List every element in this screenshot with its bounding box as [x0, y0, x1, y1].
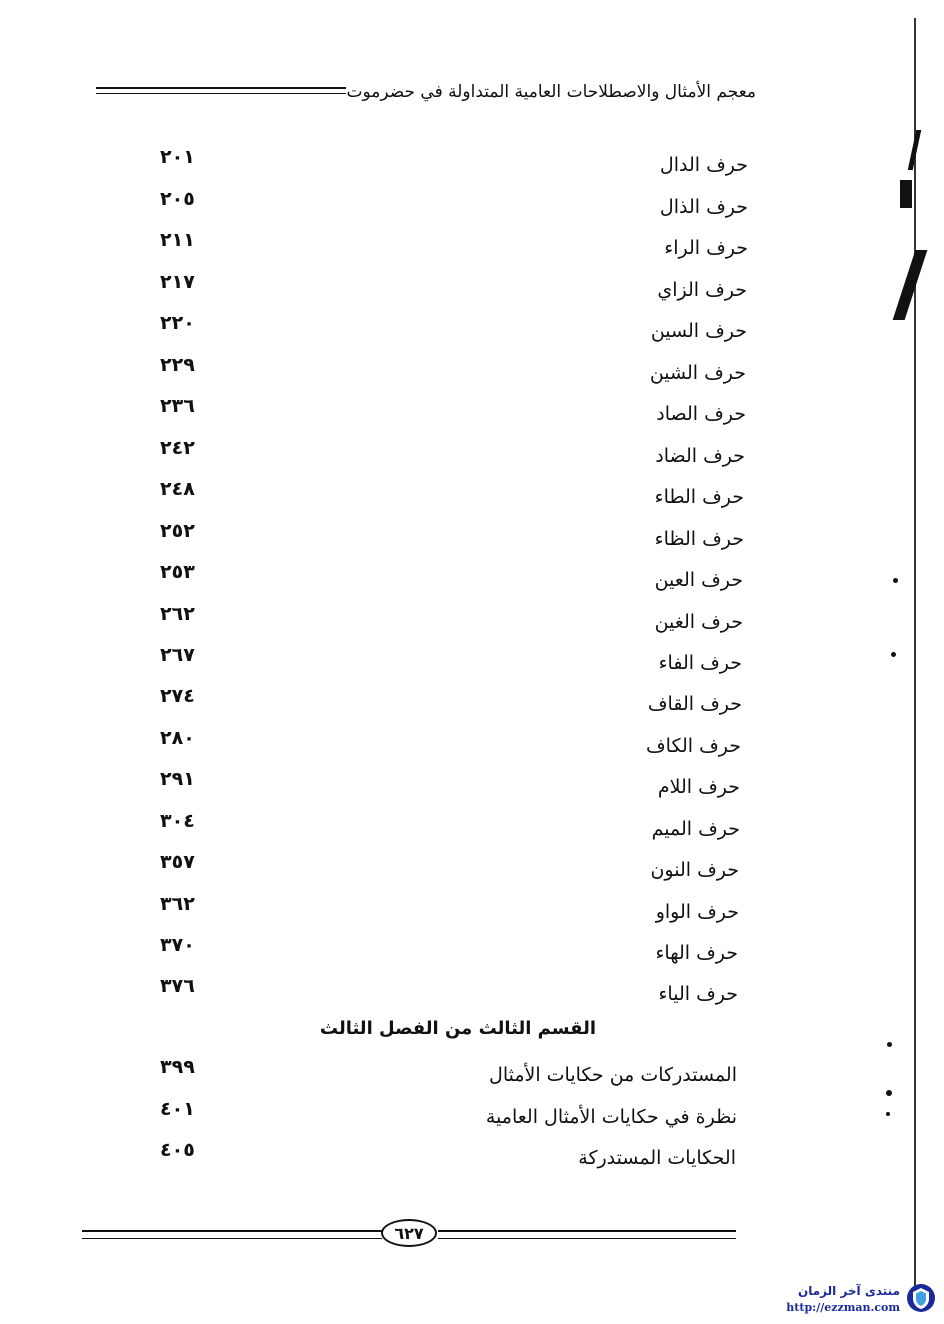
toc-entry-label: حرف القاف	[647, 693, 742, 715]
toc-entry-label: حرف الزاي	[657, 279, 747, 301]
toc-entry-label: حرف اللام	[657, 776, 740, 798]
toc-entry-page: ٣٧٦	[160, 975, 195, 997]
running-header-title: معجم الأمثال والاصطلاحات العامية المتداولة في حضرموت	[346, 82, 756, 102]
toc-entry-page: ٢٥٣	[160, 561, 195, 583]
toc-entry-label: حرف الغين	[654, 611, 743, 633]
toc-entry-page: ٢٤٨	[160, 478, 195, 500]
toc-entry-page: ٢٤٢	[160, 437, 195, 459]
margin-ink-mark	[900, 180, 912, 208]
toc-entry-label: حرف النون	[650, 859, 739, 881]
toc-row	[0, 229, 944, 277]
toc-entry-label: الحكايات المستدركة	[578, 1147, 736, 1169]
toc-row	[0, 395, 944, 443]
toc-entry-page: ٢١١	[160, 229, 195, 251]
footer-rule-right	[438, 1230, 736, 1239]
toc-entry-label: حرف الميم	[651, 818, 740, 840]
toc-entry-label: حرف الشين	[649, 362, 746, 384]
section-heading: القسم الثالث من الفصل الثالث	[319, 1018, 596, 1039]
toc-entry-label: حرف الذال	[659, 196, 748, 218]
toc-row	[0, 727, 944, 775]
toc-entry-label: حرف الهاء	[655, 942, 738, 964]
toc-entry-label: حرف الواو	[655, 901, 739, 923]
toc-entry-label: حرف الكاف	[645, 735, 741, 757]
toc-row	[0, 893, 944, 941]
toc-row	[0, 312, 944, 360]
toc-entry-label: حرف الضاد	[655, 445, 745, 467]
toc-row	[0, 271, 944, 319]
toc-entry-label: حرف السين	[650, 320, 747, 342]
toc-row	[0, 1098, 944, 1146]
toc-entry-label: المستدركات من حكايات الأمثال	[489, 1064, 737, 1086]
toc-row	[0, 478, 944, 526]
margin-ink-dot	[886, 1112, 890, 1116]
toc-entry-page: ٢١٧	[160, 271, 195, 293]
toc-entry-label: حرف الفاء	[658, 652, 742, 674]
page-number-badge: ٦٢٧	[381, 1219, 437, 1247]
toc-row	[0, 1139, 944, 1187]
toc-entry-page: ٣٩٩	[160, 1056, 195, 1078]
margin-ink-dot	[887, 1042, 892, 1047]
toc-entry-page: ٢٢٠	[160, 312, 195, 334]
page-edge-line	[914, 18, 916, 1288]
toc-entry-label: حرف الراء	[664, 237, 748, 259]
toc-row	[0, 354, 944, 402]
toc-row	[0, 603, 944, 651]
toc-entry-page: ٣٦٢	[160, 893, 195, 915]
toc-row	[0, 934, 944, 982]
toc-entry-page: ٣٥٧	[160, 851, 195, 873]
toc-entry-page: ٢٠١	[160, 146, 195, 168]
toc-row	[0, 810, 944, 858]
toc-row	[0, 1056, 944, 1104]
toc-entry-page: ٣٠٤	[160, 810, 195, 832]
toc-entry-page: ٢٦٢	[160, 603, 195, 625]
toc-row	[0, 644, 944, 692]
toc-row	[0, 188, 944, 236]
toc-row	[0, 520, 944, 568]
toc-entry-label: نظرة في حكايات الأمثال العامية	[485, 1106, 737, 1128]
toc-row	[0, 437, 944, 485]
toc-entry-page: ٢٣٦	[160, 395, 195, 417]
shield-logo-icon	[906, 1282, 936, 1314]
toc-entry-page: ٢٥٢	[160, 520, 195, 542]
toc-row	[0, 146, 944, 194]
toc-entry-label: حرف الدال	[659, 154, 748, 176]
margin-ink-dot	[893, 578, 898, 583]
margin-ink-dot	[891, 652, 896, 657]
toc-entry-label: حرف الصاد	[656, 403, 746, 425]
forum-watermark	[760, 1280, 940, 1320]
toc-row	[0, 768, 944, 816]
watermark-name: منتدى آخر الزمان	[798, 1284, 900, 1298]
toc-entry-label: حرف العين	[654, 569, 743, 591]
toc-entry-page: ٢٢٩	[160, 354, 195, 376]
toc-row	[0, 561, 944, 609]
footer-rule-left	[82, 1230, 382, 1239]
watermark-url: http://ezzman.com	[786, 1301, 900, 1314]
toc-entry-page: ٢٧٤	[160, 685, 195, 707]
toc-entry-page: ٢٩١	[160, 768, 195, 790]
toc-row	[0, 975, 944, 1023]
toc-entry-page: ٤٠٥	[160, 1139, 195, 1161]
toc-entry-label: حرف الياء	[658, 983, 738, 1005]
toc-entry-page: ٤٠١	[160, 1098, 195, 1120]
toc-entry-label: حرف الطاء	[654, 486, 744, 508]
toc-row	[0, 851, 944, 899]
toc-entry-page: ٣٧٠	[160, 934, 195, 956]
toc-entry-label: حرف الظاء	[654, 528, 744, 550]
toc-entry-page: ٢٦٧	[160, 644, 195, 666]
toc-entry-page: ٢٠٥	[160, 188, 195, 210]
toc-entry-page: ٢٨٠	[160, 727, 195, 749]
margin-ink-dot	[886, 1090, 892, 1096]
toc-row	[0, 685, 944, 733]
